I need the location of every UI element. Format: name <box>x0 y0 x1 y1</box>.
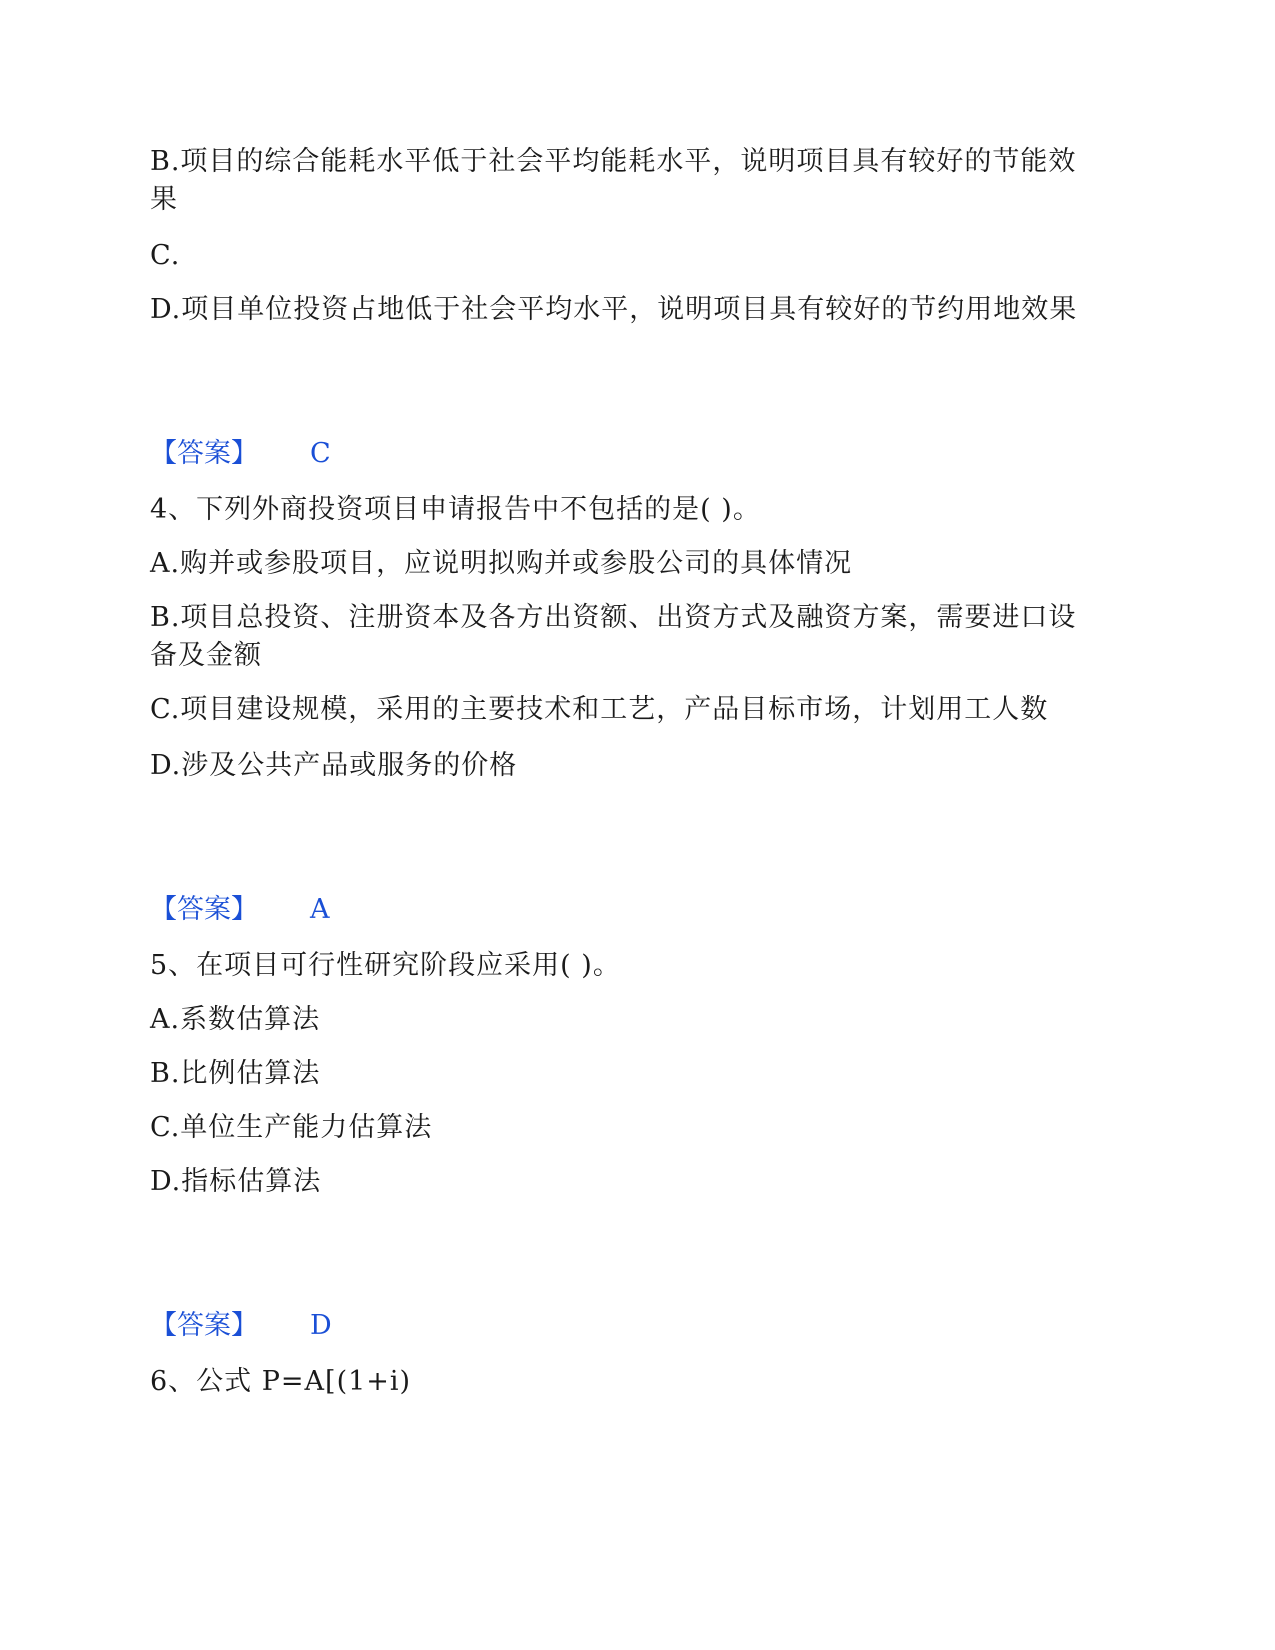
q4-option-d: D.涉及公共产品或服务的价格 <box>150 750 518 781</box>
q5-option-b: B.比例估算法 <box>150 1058 321 1089</box>
q4-option-c: C.项目建设规模，采用的主要技术和工艺，产品目标市场，计划用工人数 <box>150 694 1049 725</box>
q5-answer <box>150 1306 332 1346</box>
answer-label: 【答案】 <box>150 894 258 925</box>
q5-question: 5、在项目可行性研究阶段应采用( )。 <box>150 950 621 981</box>
q4-option-a: A.购并或参股项目，应说明拟购并或参股公司的具体情况 <box>150 548 853 579</box>
q3-option-b-line2: 果 <box>150 184 178 215</box>
q3-answer <box>150 434 331 474</box>
q5-option-a: A.系数估算法 <box>150 1004 321 1035</box>
q5-option-d: D.指标估算法 <box>150 1166 322 1197</box>
answer-value: D <box>310 1310 332 1341</box>
q4-option-b-line2: 备及金额 <box>150 640 262 671</box>
q6-question: 6、公式 P=A[(1+i) <box>150 1366 412 1397</box>
answer-value: C <box>310 438 331 469</box>
q4-option-b-line1: B.项目总投资、注册资本及各方出资额、出资方式及融资方案，需要进口设 <box>150 602 1077 633</box>
q4-question: 4、下列外商投资项目申请报告中不包括的是( )。 <box>150 494 761 525</box>
answer-label: 【答案】 <box>150 438 258 469</box>
answer-value: A <box>310 894 330 925</box>
q3-option-c: C. <box>150 240 181 271</box>
q5-option-c: C.单位生产能力估算法 <box>150 1112 433 1143</box>
q3-option-b-line1: B.项目的综合能耗水平低于社会平均能耗水平，说明项目具有较好的节能效 <box>150 146 1077 177</box>
answer-label: 【答案】 <box>150 1310 258 1341</box>
q3-option-d: D.项目单位投资占地低于社会平均水平，说明项目具有较好的节约用地效果 <box>150 294 1078 325</box>
q4-answer <box>150 890 330 930</box>
